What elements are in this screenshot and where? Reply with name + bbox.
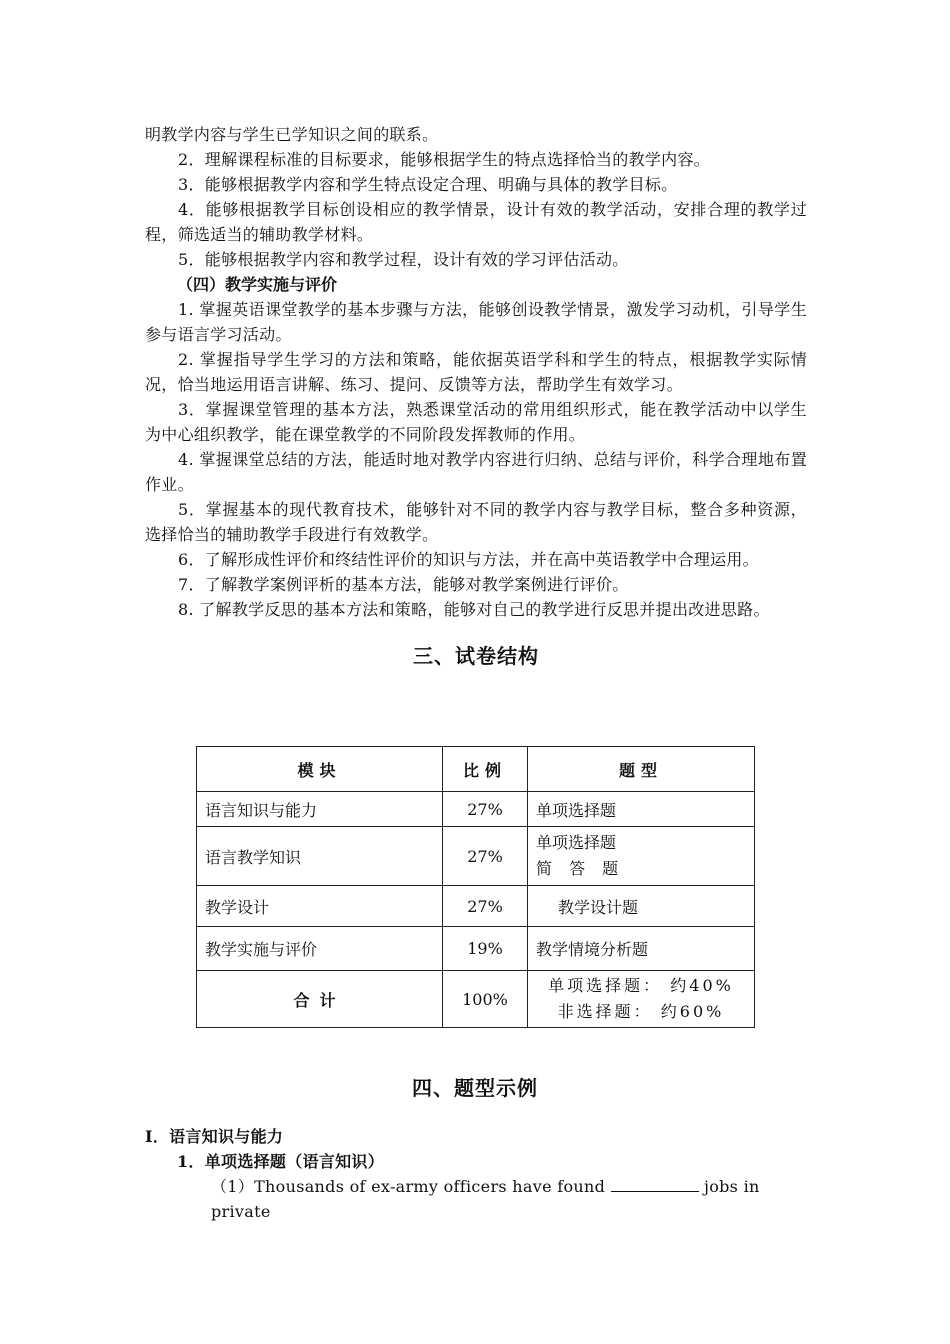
header-ratio: 比例: [443, 747, 528, 792]
cell-type: 单项选择题: [528, 792, 755, 827]
cell-module: 语言教学知识: [197, 827, 443, 886]
cell-ratio: 27%: [443, 827, 528, 886]
cell-module: 教学实施与评价: [197, 927, 443, 971]
sub4-item-6: 6．了解形成性评价和终结性评价的知识与方法，并在高中英语教学中合理运用。: [178, 550, 759, 569]
sub4-item-2: 2. 掌握指导学生学习的方法和策略，能依据英语学科和学生的特点，根据教学实际情况，恰当地运用语言讲解、练习、提问、反馈等方法，帮助学生有效学习。: [145, 350, 807, 394]
table-row: [197, 792, 755, 827]
cell-module: 语言知识与能力: [197, 792, 443, 827]
header-module: 模块: [197, 747, 443, 792]
sub4-item-3: 3．掌握课堂管理的基本方法，熟悉课堂活动的常用组织形式，能在教学活动中以学生为中心组织教学，能在课堂教学的不同阶段发挥教师的作用。: [145, 400, 807, 444]
sub4-item-4: 4. 掌握课堂总结的方法，能适时地对教学内容进行归纳、总结与评价，科学合理地布置作业。: [145, 450, 807, 494]
table-row: [197, 886, 755, 927]
table-header-row: [197, 747, 755, 792]
cell-ratio: 27%: [443, 886, 528, 927]
question-1-prefix: （1）Thousands of ex-army officers have found: [211, 1177, 606, 1196]
type-line: 简 答 题: [536, 859, 625, 878]
paragraph-item-2: 2．理解课程标准的目标要求，能够根据学生的特点选择恰当的教学内容。: [178, 150, 711, 169]
type-line: 单项选择题: [536, 833, 617, 852]
header-type: 题型: [528, 747, 755, 792]
table-total-row: [197, 971, 755, 1028]
paragraph-continuation: 明教学内容与学生已学知识之间的联系。: [145, 125, 439, 144]
sub4-item-1: 1. 掌握英语课堂教学的基本步骤与方法，能够创设教学情景，激发学习动机，引导学生参与语言学习活动。: [145, 300, 807, 344]
section-title-examples: 四、题型示例: [412, 1076, 538, 1100]
cell-type: 教学情境分析题: [528, 927, 755, 971]
type-line: 非选择题： 约60%: [557, 1002, 725, 1021]
type-line: 单项选择题： 约40%: [548, 976, 734, 995]
exam-structure-table: [196, 746, 755, 1028]
cell-type: [528, 827, 755, 886]
cell-total-types: [528, 971, 755, 1028]
paragraph-item-4: 4．能够根据教学目标创设相应的教学情景，设计有效的教学活动，安排合理的教学过程，筛选适当的辅助教学材料。: [145, 200, 807, 244]
cell-total-ratio: 100%: [443, 971, 528, 1028]
table-row: [197, 927, 755, 971]
paragraph-item-5: 5．能够根据教学内容和教学过程，设计有效的学习评估活动。: [178, 250, 629, 269]
part-heading: I．语言知识与能力: [145, 1127, 284, 1146]
sub4-item-5: 5．掌握基本的现代教育技术，能够针对不同的教学内容与教学目标，整合多种资源，选择恰当的辅助教学手段进行有效教学。: [145, 500, 807, 544]
cell-type: 教学设计题: [528, 886, 755, 927]
cell-ratio: 27%: [443, 792, 528, 827]
cell-ratio: 19%: [443, 927, 528, 971]
examples-body: [145, 1124, 807, 1224]
table-row: [197, 827, 755, 886]
section-title-exam-structure: 三、试卷结构: [413, 644, 539, 668]
subsection-heading: （四）教学实施与评价: [177, 275, 338, 294]
sub4-item-8: 8. 了解教学反思的基本方法和策略，能够对自己的教学进行反思并提出改进思路。: [178, 600, 770, 619]
sub4-item-7: 7．了解教学案例评析的基本方法，能够对教学案例进行评价。: [178, 575, 629, 594]
question-1-suffix: jobs in private: [211, 1177, 760, 1221]
answer-blank: [611, 1175, 699, 1192]
cell-module: 教学设计: [197, 886, 443, 927]
part-subheading: 1．单项选择题（语言知识）: [177, 1152, 385, 1171]
question-1: [145, 1174, 807, 1224]
cell-total-label: 合计: [197, 971, 443, 1028]
paragraph-item-3: 3．能够根据教学内容和学生特点设定合理、明确与具体的教学目标。: [178, 175, 678, 194]
text-body: [145, 122, 807, 669]
